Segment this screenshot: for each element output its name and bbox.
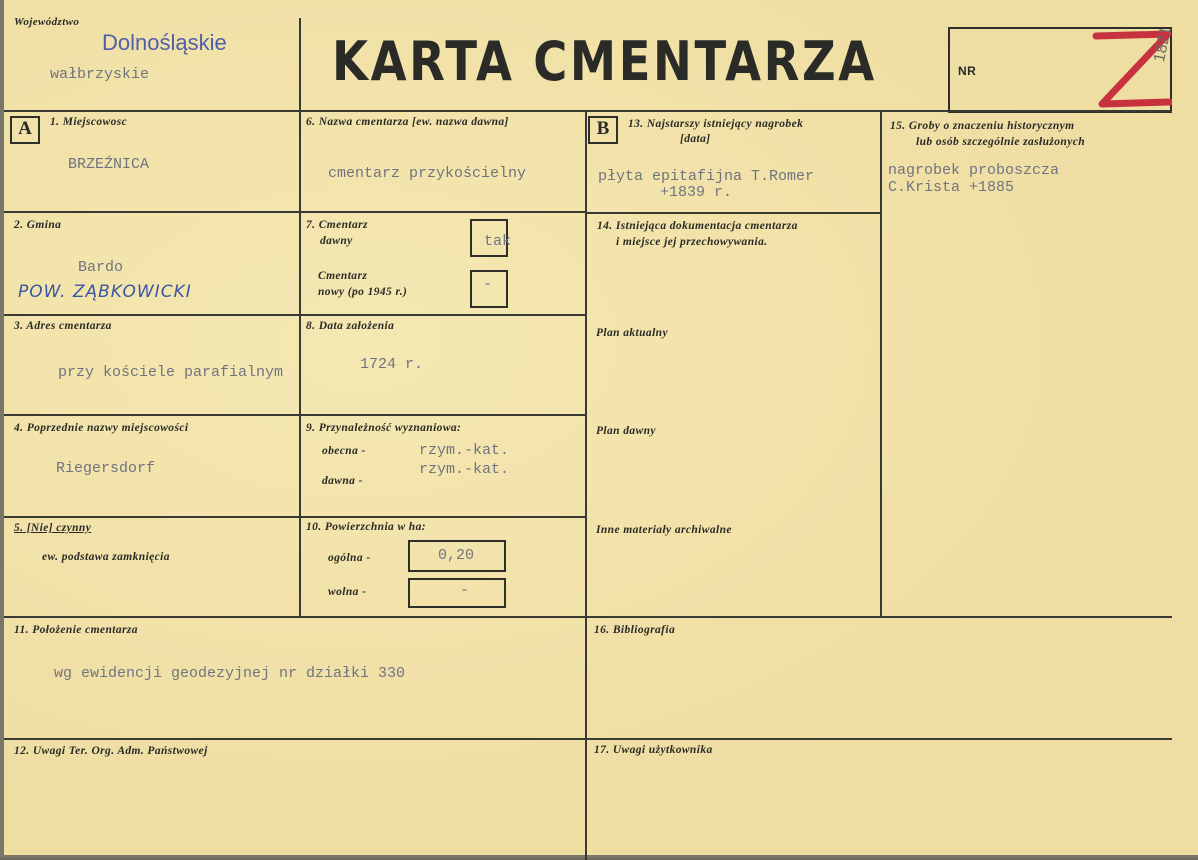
field-7-nowy-value: -	[483, 276, 493, 293]
field-5-label: 5. [Nie] czynny	[14, 522, 92, 534]
field-7-label-dawny-2: dawny	[320, 235, 353, 247]
field-10-ogolna-label: ogólna -	[328, 552, 371, 564]
field-6-value: cmentarz przykościelny	[328, 165, 527, 182]
card-title: KARTA CMENTARZA	[332, 30, 877, 93]
nr-label: NR	[958, 64, 977, 78]
field-14-plan-dawny: Plan dawny	[596, 425, 656, 437]
wojewodztwo-label: Województwo	[14, 16, 80, 28]
field-11-value: wg ewidencji geodezyjnej nr działki 330	[54, 665, 406, 682]
field-14-plan-aktualny: Plan aktualny	[596, 327, 668, 339]
field-2-value: Bardo	[78, 259, 124, 276]
field-9-obecna-label: obecna -	[322, 445, 366, 457]
field-7-label-dawny: 7. Cmentarz	[306, 219, 368, 231]
section-a-marker: A	[10, 116, 40, 144]
field-1-label: 1. Miejscowosc	[50, 116, 128, 128]
field-13-value: płyta epitafijna T.Romer	[598, 168, 815, 185]
wojewodztwo-stamp: Dolnośląskie	[102, 30, 227, 55]
field-15-label-2: lub osób szczególnie zasłużonych	[916, 136, 1086, 148]
field-8-value: 1724 r.	[360, 356, 424, 373]
field-15-value-2: C.Krista +1885	[888, 179, 1015, 196]
field-9-dawna-label: dawna -	[322, 475, 363, 487]
field-10-wolna-value: -	[460, 582, 470, 599]
field-4-label: 4. Poprzednie nazwy miejscowości	[14, 422, 189, 434]
field-10-ogolna-value: 0,20	[438, 547, 475, 564]
field-1-value: BRZEŹNICA	[68, 156, 150, 173]
field-15-label: 15. Groby o znaczeniu historycznym	[890, 120, 1075, 132]
field-15-value: nagrobek proboszcza	[888, 162, 1060, 179]
field-13-value-2: +1839 r.	[660, 184, 733, 201]
field-2-powiat-handwritten: POW. ZĄBKOWICKI	[18, 282, 192, 302]
field-11-label: 11. Położenie cmentarza	[14, 624, 138, 636]
nr-small-number: 1821	[1151, 25, 1176, 64]
field-7-dawny-value: tak	[484, 233, 512, 250]
field-10-wolna-label: wolna -	[328, 586, 367, 598]
field-13-label-2: [data]	[680, 133, 711, 145]
field-9-dawna-value: rzym.-kat.	[419, 461, 510, 478]
field-14-label: 14. Istniejąca dokumentacja cmentarza	[597, 220, 798, 232]
field-7-label-nowy-2: nowy (po 1945 r.)	[318, 286, 408, 298]
field-8-label: 8. Data założenia	[306, 320, 395, 332]
field-7-label-nowy: Cmentarz	[318, 270, 368, 282]
field-12-label: 12. Uwagi Ter. Org. Adm. Państwowej	[14, 745, 208, 757]
field-9-obecna-value: rzym.-kat.	[419, 442, 510, 459]
section-b-marker: B	[588, 116, 618, 144]
field-17-label: 17. Uwagi użytkownika	[594, 744, 713, 756]
field-16-label: 16. Bibliografia	[594, 624, 676, 636]
field-14-inne: Inne materiały archiwalne	[596, 524, 732, 536]
field-13-label: 13. Najstarszy istniejący nagrobek	[628, 118, 804, 130]
field-3-value: przy kościele parafialnym	[58, 364, 284, 381]
field-10-label: 10. Powierzchnia w ha:	[306, 521, 426, 533]
field-2-label: 2. Gmina	[14, 219, 62, 231]
field-9-label: 9. Przynależność wyznaniowa:	[306, 422, 462, 434]
field-3-label: 3. Adres cmentarza	[14, 320, 112, 332]
wojewodztwo-old-value: wałbrzyskie	[50, 66, 150, 83]
field-14-label-2: i miejsce jej przechowywania.	[616, 236, 768, 248]
field-4-value: Riegersdorf	[56, 460, 156, 477]
field-5-sublabel: ew. podstawa zamknięcia	[42, 551, 170, 563]
field-10-wolna-box	[408, 578, 506, 608]
field-6-label: 6. Nazwa cmentarza [ew. nazwa dawna]	[306, 116, 509, 128]
